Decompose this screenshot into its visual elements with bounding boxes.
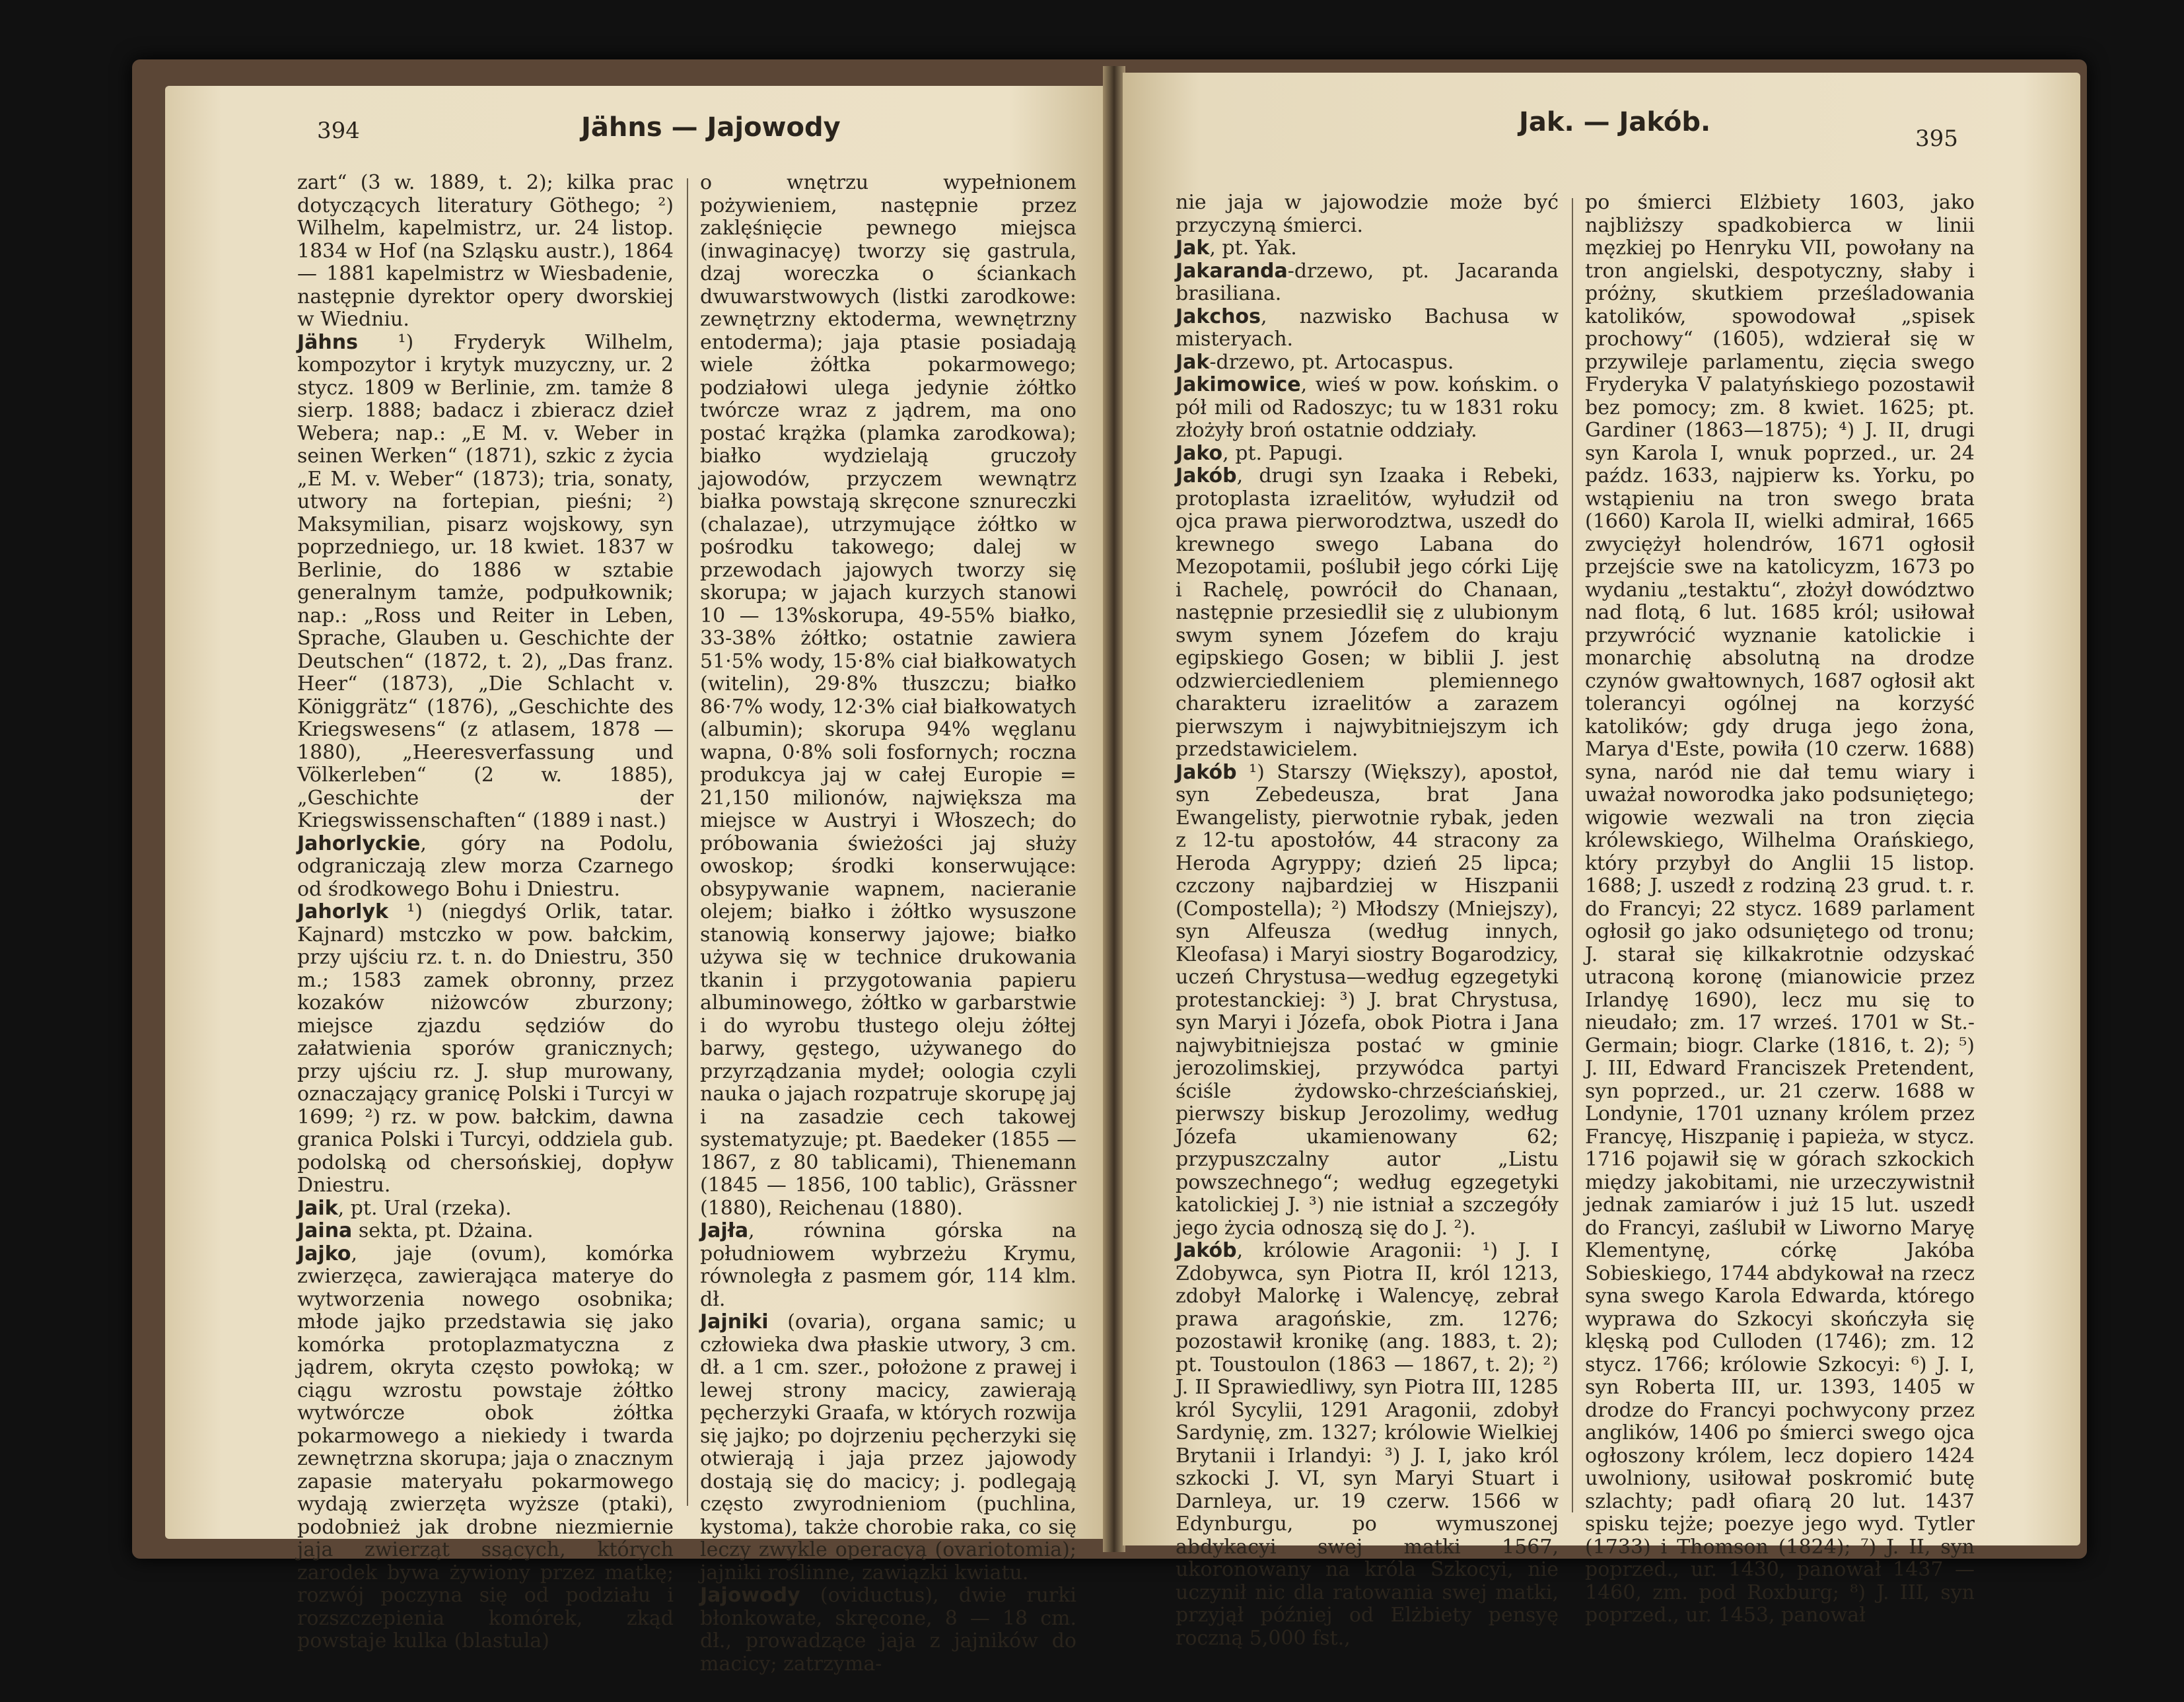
entry-text: , królowie Aragonii: ¹) J. I Zdobywca, syn Piotra II, król 1213, zdobył Malorkę i Walencyę, zebrał prawa aragońskie, zm. 1276; pozostawił kronikę (ang. 1883, t. 2); pt. Toustoulon (1863 — 1867, t. 2); ²) J. II Sprawiedliwy, syn Piotra III, 1285 król Sycylii, 1291 Aragonii, zdobył Sardynię, zm. 1327; królowie Wielkiej Brytanii i Irlandyi: ³) J. I, jako król szkocki J. VI, syn Maryi Stuart i Darnleya, ur. 19 czerw. 1566 w Edynburgu, po wymuszonej abdykacyi swej matki 1567, ukoronowany na króla Szkocyi, nie uczynił nic dla ratowania swej matki, przyjął później od Elżbiety pensyę roczną 5,000 fst., — [1176, 1239, 1559, 1650]
dictionary-entry — [700, 1584, 1076, 1676]
book-gutter — [1103, 66, 1125, 1552]
left-column-1 — [297, 172, 674, 1653]
right-column-1 — [1176, 192, 1559, 1650]
dictionary-entry — [297, 1243, 674, 1653]
entry-text: , drugi syn Izaaka i Rebeki, protoplasta izraelitów, wyłudził od ojca prawa pierworodztwa, uszedł do krewnego swego Labana do Mezopotamii, poślubił jego córki Liję i Rachelę, powrócił do Chanaan, następnie przesiedlił się z ulubionym swym synem Józefem do kraju egipskiego Gosen; w biblii J. jest odzwierciedleniem plemiennego charakteru izraelitów a zarazem pierwszym i najwybitniejszym ich przedstawicielem. — [1176, 464, 1559, 761]
dictionary-entry — [700, 172, 1076, 1220]
left-page-header — [165, 106, 1103, 159]
entry-headword: Jajko — [297, 1242, 351, 1265]
dictionary-entry — [1176, 260, 1559, 306]
dictionary-entry — [1585, 192, 1975, 1627]
dictionary-entry — [700, 1311, 1076, 1584]
entry-text: ¹) (niegdyś Orlik, tatar. Kajnard) mstczko w pow. bałckim, przy ujściu rz. t. n. do Dniestru, 350 m.; 1583 zamek obronny, przez kozaków niżowców zburzony; miejsce zjazdu sędziów do załatwienia sporów granicznych; przy ujściu rz. J. słup murowany, oznaczający granicę Polski i Turcyi w 1699; ²) rz. w pow. bałckim, dawna granica Polski i Turcyi, oddziela gub. podolską od chersońskiej, dopływ Dniestru. — [297, 900, 674, 1197]
entry-headword: Jakób — [1176, 1239, 1237, 1262]
entry-headword: Jak — [1176, 236, 1210, 260]
dictionary-entry — [1176, 443, 1559, 466]
entry-text: , pt. Yak. — [1209, 236, 1297, 260]
entry-headword: Jahorlyckie — [297, 832, 421, 855]
entry-text: -drzewo, pt. Jacaranda brasiliana. — [1176, 259, 1559, 305]
column-divider — [687, 178, 688, 1506]
entry-headword: Jaina — [297, 1219, 353, 1242]
entry-headword: Jakimowice — [1176, 373, 1301, 396]
entry-text: sekta, pt. Dżaina. — [352, 1219, 534, 1242]
dictionary-entry — [1176, 762, 1559, 1240]
running-head: Jak. — Jakób. — [1519, 107, 1711, 137]
dictionary-entry — [297, 332, 674, 833]
entry-text: zart“ (3 w. 1889, t. 2); kilka prac dotyczących literatury Göthego; ²) Wilhelm, kapelmistrz, ur. 24 listop. 1834 w Hof (na Szląsku austr.), 1864 — 1881 kapelmistrz w Wiesbadenie, następnie dyrektor opery dworskiej w Wiedniu. — [297, 171, 674, 331]
dictionary-entry — [297, 1197, 674, 1221]
entry-headword: Jajniki — [700, 1310, 769, 1333]
dictionary-entry — [1176, 351, 1559, 374]
column-divider — [1572, 198, 1573, 1512]
dictionary-entry — [1176, 1240, 1559, 1650]
dictionary-entry — [297, 901, 674, 1197]
dictionary-entry — [1176, 192, 1559, 237]
entry-text: -drzewo, pt. Artocaspus. — [1209, 350, 1454, 374]
entry-headword: Jähns — [297, 330, 358, 354]
entry-headword: Jakchos — [1176, 304, 1261, 328]
entry-headword: Jajła — [700, 1219, 749, 1242]
left-column-2 — [700, 172, 1076, 1676]
left-page — [165, 86, 1103, 1676]
entry-text: , jaje (ovum), komórka zwierzęca, zawierająca materye do wytworzenia nowego osobnika; młode jajko przedstawia się jako komórka protoplazmatyczna z jądrem, okryta często powłoką; w ciągu wzrostu powstaje żółtko wytwórcze obok żółtka pokarmowego a niekiedy i twarda zewnętrzna skorupa; jaja o znacznym zapasie materyału pokarmowego wydają zwierzęta wyższe (ptaki), podobnież jak drobne niezmiernie jaja zwierząt ssących, których zarodek bywa żywiony przez matkę; rozwój poczyna się od podziału i rozszczepienia komórek, zkąd powstaje kulka (blastula) — [297, 1242, 674, 1652]
entry-text: (ovaria), organa samic; u człowieka dwa płaskie utwory, 3 cm. dł. a 1 cm. szer., położone z prawej i lewej strony macicy, zawierają pęcherzyki Graafa, w których rozwija się jajko; po dojrzeniu pęcherzyki się otwierają i jaja przez jajowody dostają się do macicy; j. podlegają często zwyrodnieniom (puchlina, kystoma), także chorobie raka, co się leczy zwykle operacyą (ovariotomia); jajniki roślinne, zawiązki kwiatu. — [700, 1310, 1076, 1584]
entry-text: (oviductus), dwie rurki błonkowate, skręcone, 8 — 18 cm. dł., prowadzące jaja z jajników do macicy; zatrzyma- — [700, 1584, 1076, 1676]
entry-headword: Jaik — [297, 1196, 338, 1220]
entry-text: , góry na Podolu, odgraniczają zlew morza Czarnego od środkowego Bohu i Dniestru. — [297, 832, 674, 901]
dictionary-entry — [1176, 465, 1559, 762]
dictionary-entry — [297, 1220, 674, 1243]
entry-text: o wnętrzu wypełnionem pożywieniem, następnie przez zaklęśnięcie pewnego miejsca (inwaginacyę) tworzy się gastrula, dzaj woreczka o ściankach dwuwarstwowych (listki zarodkowe: zewnętrzny ektoderma, wewnętrzny entoderma); jaja ptasie posiadają wiele żółtka pokarmowego; podziałowi ulega jedynie żółtko twórcze wraz z jądrem, ma ono postać krążka (plamka zarodkowa); białko wydzielają gruczoły jajowodów, przyczem wewnątrz białka powstają skręcone sznureczki (chalazae), utrzymujące żółtko w pośrodku takowego; dalej w przewodach jajowych tworzy się skorupa; w jajach kurzych stanowi 10 — 13%skorupa, 49-55% białko, 33-38% żółtko; ostatnie zawiera 51·5% wody, 15·8% ciał białkowatych (witelin), 29·8% tłuszczu; białko 86·7% wody, 12·3% ciał białkowatych (albumin); skorupa 94% węglanu wapna, 0·8% soli fosfornych; roczna produkcya jaj w całej Europie = 21,150 milionów, największa ma miejsce w Austryi i Włoszech; do próbowania świeżości jaj służy owoskop; środki konserwujące: obsypywanie wapnem, nacieranie olejem; białko i żółtko wysuszone stanowią konserwy jajowe; białko używa się w technice drukowania tkanin i przygotowania papieru albuminowego, żółtko w garbarstwie i do wyrobu tłustego oleju żółtej barwy, gęstego, używanego do przyrządzania mydeł; oologia czyli nauka o jajach rozpatruje skorupę jaj i na zasadzie cech takowej systematyzuje; pt. Baedeker (1855 — 1867, z 80 tablicami), Thienemann (1845 — 1856, 100 tablic), Grässner (1880), Reichenau (1880). — [700, 171, 1076, 1220]
right-column-2 — [1585, 192, 1975, 1627]
entry-text: , nazwisko Bachusa w misteryach. — [1176, 304, 1559, 351]
right-page — [1123, 73, 2080, 1650]
entry-headword: Jakób — [1176, 464, 1237, 487]
running-head: Jähns — Jajowody — [581, 112, 841, 143]
dictionary-entry — [1176, 374, 1559, 443]
entry-text: , równina górska na południowem wybrzeżu Krymu, równoległa z pasmem gór, 114 klm. dł. — [700, 1219, 1076, 1311]
entry-text: nie jaja w jajowodzie może być przyczyną śmierci. — [1176, 191, 1559, 237]
right-page-header — [1123, 92, 2080, 152]
dictionary-entry — [700, 1220, 1076, 1311]
entry-text: , pt. Papugi. — [1222, 441, 1344, 465]
entry-headword: Jakób — [1176, 760, 1237, 784]
entry-headword: Jako — [1176, 441, 1223, 465]
entry-headword: Jahorlyk — [297, 900, 388, 923]
entry-text: , pt. Ural (rzeka). — [337, 1196, 512, 1220]
entry-text: po śmierci Elżbiety 1603, jako najbliższy spadkobierca w linii męzkiej po Henryku VII, powołany na tron angielski, despotyczny, słaby i próżny, skutkiem prześladowania katolików, spowodował „spisek prochowy“ (1605), wdzierał się w przywileje parlamentu, zięcia swego Fryderyka V palatyńskiego pozostawił bez pomocy; zm. 8 kwiet. 1625; pt. Gardiner (1863—1875); ⁴) J. II, drugi syn Karola I, wnuk poprzed., ur. 24 paźdz. 1633, najpierw ks. Yorku, po wstąpieniu na tron swego brata (1660) Karola II, wielki admirał, 1665 zwyciężył holendrów, 1671 ogłosił przejście swe na katolicyzm, 1673 po wydaniu „testaktu“, złożył dowództwo nad flotą, 6 lut. 1685 król; usiłował przywrócić wyznanie katolickie i monarchię absolutną na drodze czynów gwałtownych, 1687 ogłosił akt tolerancyi ogólnej na korzyść katolików; gdy druga jego żona, Marya d'Este, powiła (10 czerw. 1688) syna, naród nie dał temu wiary i uważał noworodka jako podsuniętego; wigowie wezwali na tron zięcia królewskiego, Wilhelma Orańskiego, który przybył do Anglii 15 listop. 1688; J. uszedł z rodziną 23 grud. t. r. do Francyi; 22 stycz. 1689 parlament ogłosił go jako odsuniętego od tronu; J. starał się kilkakrotnie odzyskać utraconą koronę (mianowicie przez Irlandyę 1690), lecz mu się to nieudało; zm. 17 wrześ. 1701 w St.-Germain; biogr. Clarke (1816, t. 2); ⁵) J. III, Edward Franciszek Pretendent, syn poprzed., ur. 21 czerw. 1688 w Londynie, 1701 uznany królem przez Francyę, Hiszpanię i papieża, w stycz. 1716 pojawił się w górach szkockich między jakobitami, nie urzeczywistnił jednak zamiarów i już 15 lut. uszedł do Francyi, zaślubił w Liworno Maryę Klementynę, córkę Jakóba Sobieskiego, 1744 abdykował na rzecz syna swego Karola Edwarda, którego wyprawa do Szkocyi skończyła się klęską pod Culloden (1746); zm. 12 stycz. 1766; królowie Szkocyi: ⁶) J. I, syn Roberta III, ur. 1393, 1405 w drodze do Francyi pochwycony przez anglików, 1406 po śmierci swego ojca ogłoszony królem, lecz dopiero 1424 uwolniony, usiłował poskromić butę szlachty; padł ofiarą 20 lut. 1437 spisku tejże; poezye jego wyd. Tytler (1733) i Thomson (1824); ⁷) J. II, syn poprzed., ur. 1430, panował 1437 — 1460, zm. pod Roxburg; ⁸) J. III, syn poprzed., ur. 1453, panował — [1585, 191, 1975, 1627]
entry-text: ¹) Starszy (Większy), apostoł, syn Zebedeusza, brat Jana Ewangelisty, pierwotnie rybak, jeden z 12-tu apostołów, 44 stracony za Heroda Agryppy; dzień 25 lipca; czczony najbardziej w Hiszpanii (Compostella); ²) Młodszy (Mniejszy), syn Alfeusza (według innych, Kleofasa) i Maryi siostry Bogarodzicy, uczeń Chrystusa—według egzegetyki protestanckiej: ³) J. brat Chrystusa, syn Maryi i Józefa, obok Piotra i Jana najwybitniejsza postać w gminie jerozolimskiej, przywódca partyi ściśle żydowsko-chrześciańskiej, pierwszy biskup Jerozolimy, według Józefa ukamienowany 62; przypuszczalny autor „Listu powszechnego“; według egzegetyki katolickiej J. ³) nie istniał a szczegóły jego życia odnoszą się do J. ²). — [1176, 760, 1559, 1240]
entry-text: , wieś w pow. końskim. o pół mili od Radoszyc; tu w 1831 roku złożyły broń ostatnie oddziały. — [1176, 373, 1559, 442]
entry-headword: Jakaranda — [1176, 259, 1288, 283]
page-number: 394 — [317, 118, 360, 144]
entry-text: ¹) Fryderyk Wilhelm, kompozytor i krytyk muzyczny, ur. 2 stycz. 1809 w Berlinie, zm. tamże 8 sierp. 1888; badacz i zbieracz dzieł Webera; nap.: „E M. v. Weber in seinen Werken“ (1871), szkic z życia „E M. v. Weber“ (1873); tria, sonaty, utwory na fortepian, pieśni; ²) Maksymilian, pisarz wojskowy, syn poprzedniego, ur. 18 kwiet. 1837 w Berlinie, do 1886 w sztabie generalnym tamże, podpułkownik; nap.: „Ross und Reiter in Leben, Sprache, Glauben u. Geschichte der Deutschen“ (1872, t. 2), „Das franz. Heer“ (1873), „Die Schlacht v. Königgrätz“ (1876), „Geschichte des Kriegswesens“ (z atlasem, 1878 — 1880), „Heeresverfassung und Völkerleben“ (2 w. 1885), „Geschichte der Kriegswissenschaften“ (1889 i nast.) — [297, 330, 674, 832]
dictionary-entry — [297, 833, 674, 902]
entry-headword: Jajowody — [700, 1584, 800, 1607]
dictionary-entry — [1176, 237, 1559, 260]
dictionary-entry — [1176, 306, 1559, 351]
page-number: 395 — [1915, 125, 1958, 152]
entry-headword: Jak — [1176, 350, 1210, 374]
dictionary-entry — [297, 172, 674, 332]
